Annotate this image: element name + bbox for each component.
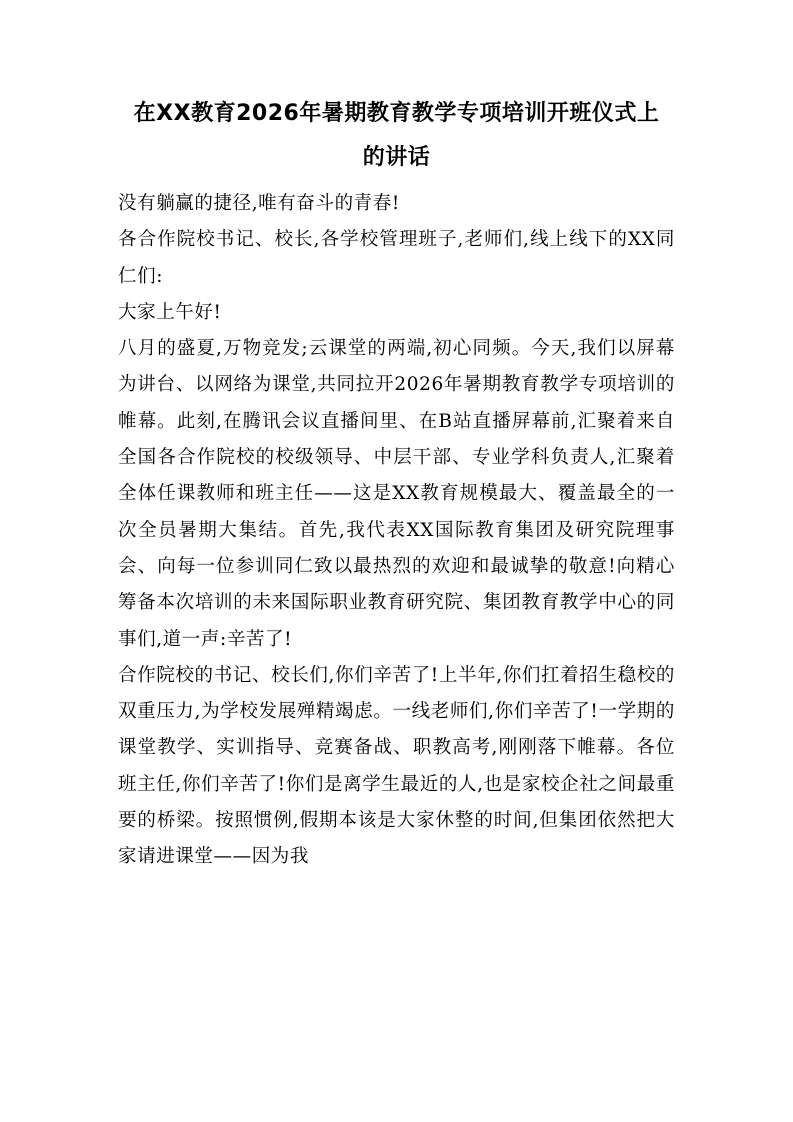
document-page [118, 92, 675, 876]
paragraph-thanks: 合作院校的书记、校长们,你们辛苦了!上半年,你们扛着招生稳校的双重压力,为学校发展殚精竭虑。一线老师们,你们辛苦了!一学期的课堂教学、实训指导、竞赛备战、职教高考,刚刚落下帷幕。各位班主任,你们辛苦了!你们是离学生最近的人,也是家校企社之间最重要的桥梁。按照惯例,假期本该是大家休整的时间,但集团依然把大家请进课堂——因为我 [118, 664, 675, 868]
document-title [118, 92, 675, 180]
title-line-1: 在XX教育2026年暑期教育教学专项培训开班仪式上 [133, 101, 660, 126]
paragraph-opening: 八月的盛夏,万物竞发;云课堂的两端,初心同频。今天,我们以屏幕为讲台、以网络为课堂,共同拉开2026年暑期教育教学专项培训的帷幕。此刻,在腾讯会议直播间里、在B站直播屏幕前,汇聚着来自全国各合作院校的校级领导、中层干部、专业学科负责人,汇聚着全体任课教师和班主任——这是XX教育规模最大、覆盖最全的一次全员暑期大集结。首先,我代表XX国际教育集团及研究院理事会、向每一位参训同仁致以最热烈的欢迎和最诚挚的敬意!向精心筹备本次培训的未来国际职业教育研究院、集团教育教学中心的同事们,道一声:辛苦了! [118, 338, 675, 650]
document-body [118, 186, 675, 876]
paragraph-salutation: 各合作院校书记、校长,各学校管理班子,老师们,线上线下的XX同仁们: [118, 229, 675, 287]
paragraph-greeting: 大家上午好! [118, 301, 222, 323]
paragraph-slogan: 没有躺赢的捷径,唯有奋斗的青春! [118, 193, 400, 214]
title-line-2: 的讲话 [362, 145, 431, 170]
